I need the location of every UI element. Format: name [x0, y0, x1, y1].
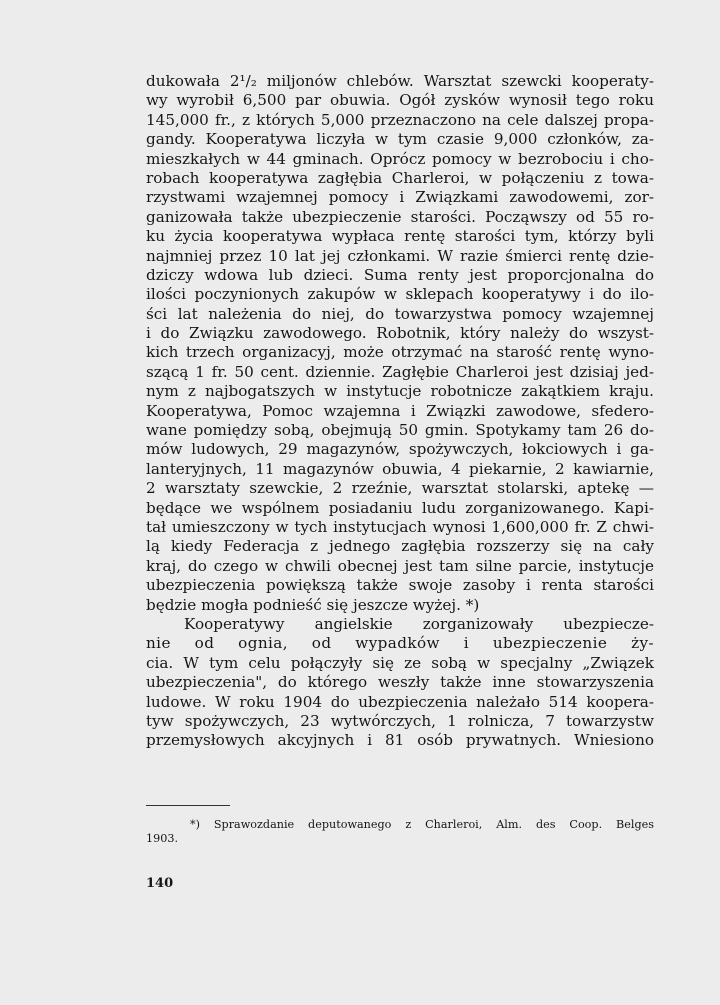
text-line: cia. W tym celu połączyły się ze sobą w specjalny „Związek	[146, 653, 654, 672]
text-line: mów ludowych, 29 magazynów, spożywczych, łokciowych i ga-	[146, 440, 654, 459]
page-number: 140	[146, 876, 174, 891]
text-line: najmniej przez 10 lat jej członkami. W razie śmierci rentę dzie-	[146, 246, 654, 265]
text-line: ganizowała także ubezpieczenie starości. Począwszy od 55 ro-	[146, 207, 654, 226]
text-line: nie od ognia, od wypadków i ubezpieczenie ży-	[146, 634, 654, 653]
text-line: robach kooperatywa zagłębia Charleroi, w połączeniu z towa-	[146, 168, 654, 187]
text-line: rzystwami wzajemnej pomocy i Związkami zawodowemi, zor-	[146, 188, 654, 207]
text-line: ludowe. W roku 1904 do ubezpieczenia należało 514 koopera-	[146, 692, 654, 711]
text-line: gandy. Kooperatywa liczyła w tym czasie 9,000 członków, za-	[146, 130, 654, 149]
text-line: 145,000 fr., z których 5,000 przeznaczono na cele dalszej propa-	[146, 110, 654, 129]
text-line: mieszkałych w 44 gminach. Oprócz pomocy w bezrobociu i cho-	[146, 149, 654, 168]
footnote	[146, 818, 654, 846]
footnote-line: *) Sprawozdanie deputowanego z Charleroi, Alm. des Coop. Belges	[190, 818, 654, 831]
text-line: wy wyrobił 6,500 par obuwia. Ogół zysków wynosił tego roku	[146, 91, 654, 110]
text-line: dukowała 2¹/₂ miljonów chlebów. Warsztat szewcki kooperaty-	[146, 72, 654, 90]
text-line: będzie mogła podnieść się jeszcze wyżej. *)	[146, 595, 480, 614]
footnote-divider	[146, 805, 230, 806]
footnote-line: 1903.	[146, 832, 179, 845]
text-line: ilości poczynionych zakupów w sklepach kooperatywy i do ilo-	[146, 285, 654, 304]
text-line: szącą 1 fr. 50 cent. dziennie. Zagłębie Charleroi jest dzisiaj jed-	[146, 362, 654, 381]
text-line: ubezpieczenia powiększą także swoje zasoby i renta starości	[146, 576, 654, 595]
text-line: tał umieszczony w tych instytucjach wynosi 1,600,000 fr. Z chwi-	[146, 517, 654, 536]
text-line: nym z najbogatszych w instytucje robotnicze zakątkiem kraju.	[146, 382, 654, 401]
text-line: lą kiedy Federacja z jednego zagłębia rozszerzy się na cały	[146, 537, 654, 556]
text-line: wane pomiędzy sobą, obejmują 50 gmin. Spotykamy tam 26 do-	[146, 421, 654, 440]
text-line: dziczy wdowa lub dzieci. Suma renty jest proporcjonalna do	[146, 265, 654, 284]
text-line: ubezpieczenia", do którego weszły także inne stowarzyszenia	[146, 673, 654, 692]
text-line: kich trzech organizacyj, może otrzymać na starość rentę wyno-	[146, 343, 654, 362]
text-line: ku życia kooperatywa wypłaca rentę starości tym, którzy byli	[146, 227, 654, 246]
text-line: przemysłowych akcyjnych i 81 osób prywatnych. Wniesiono	[146, 731, 654, 750]
paragraph-start-line: Kooperatywy angielskie zorganizowały ubezpiecze-	[184, 614, 654, 633]
body-text	[146, 72, 654, 751]
text-line: tyw spożywczych, 23 wytwórczych, 1 rolnicza, 7 towarzystw	[146, 711, 654, 730]
text-line: będące we wspólnem posiadaniu ludu zorganizowanego. Kapi-	[146, 498, 654, 517]
text-line: ści lat należenia do niej, do towarzystwa pomocy wzajemnej	[146, 304, 654, 323]
text-line: Kooperatywa, Pomoc wzajemna i Związki zawodowe, sfedero-	[146, 401, 654, 420]
text-line: kraj, do czego w chwili obecnej jest tam silne parcie, instytucje	[146, 556, 654, 575]
text-line: 2 warsztaty szewckie, 2 rzeźnie, warsztat stolarski, aptekę —	[146, 479, 654, 498]
text-line: i do Związku zawodowego. Robotnik, który należy do wszyst-	[146, 324, 654, 343]
text-line: lanteryjnych, 11 magazynów obuwia, 4 piekarnie, 2 kawiarnie,	[146, 459, 654, 478]
